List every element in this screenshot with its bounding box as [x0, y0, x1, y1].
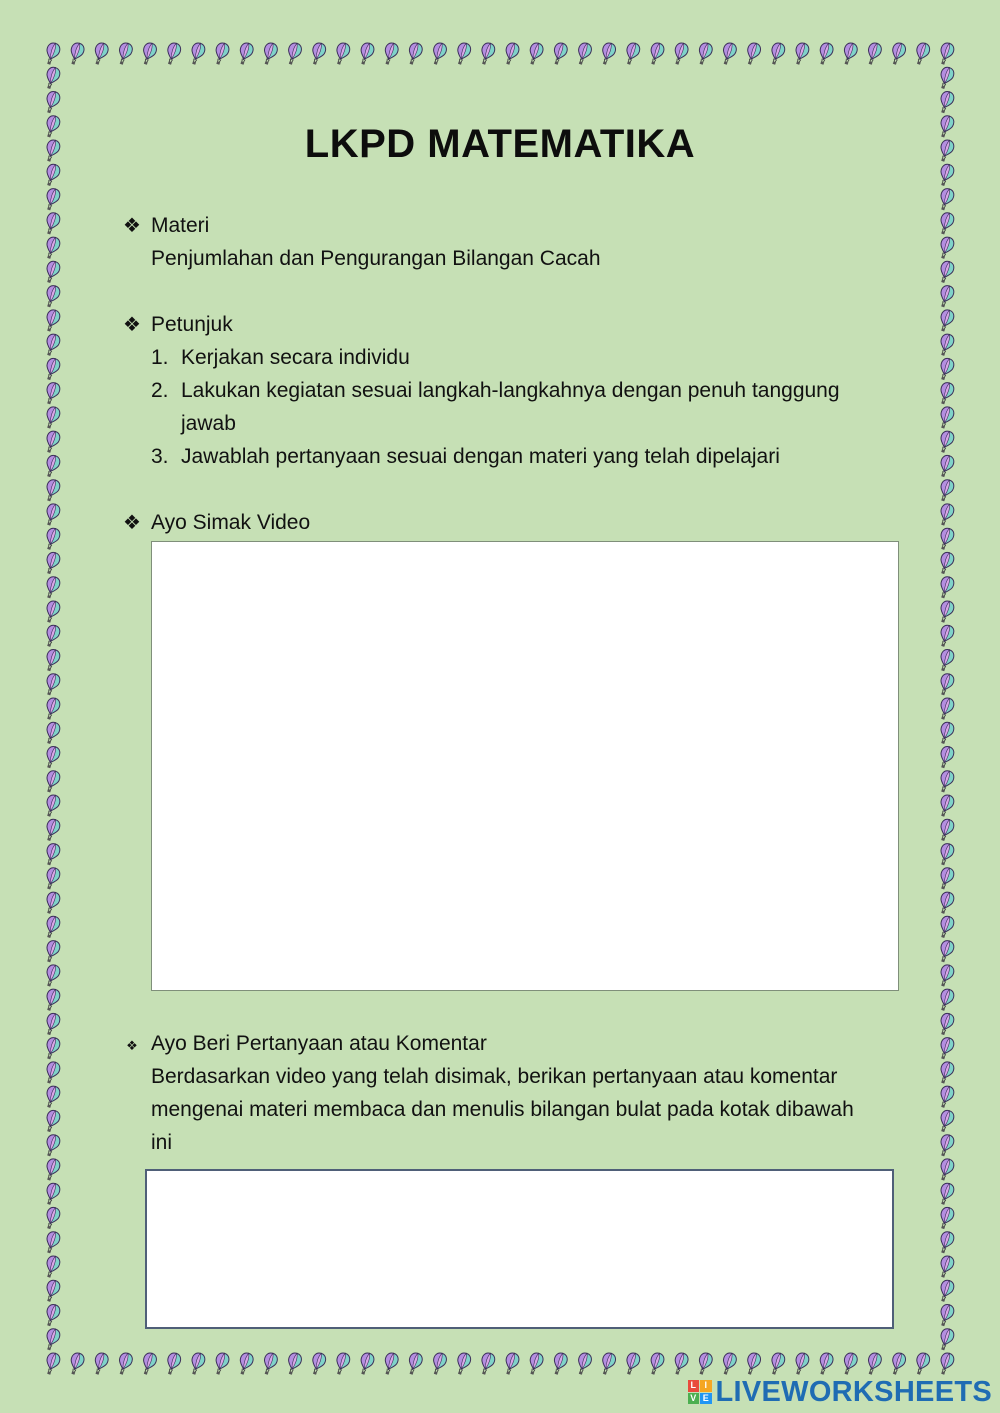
comment-answer-input[interactable] [145, 1169, 894, 1329]
hot-air-balloon-icon [260, 1351, 279, 1376]
liveworksheets-logo-icon: L I V E [688, 1380, 712, 1404]
hot-air-balloon-icon [937, 624, 956, 649]
hot-air-balloon-icon [164, 1351, 183, 1376]
hot-air-balloon-icon [937, 187, 956, 212]
hot-air-balloon-icon [937, 793, 956, 818]
hot-air-balloon-icon [43, 284, 62, 309]
hot-air-balloon-icon [43, 842, 62, 867]
hot-air-balloon-icon [43, 260, 62, 285]
hot-air-balloon-icon [43, 381, 62, 406]
list-item-text: Lakukan kegiatan sesuai langkah-langkahnya dengan penuh tanggung [181, 379, 840, 402]
hot-air-balloon-icon [43, 1060, 62, 1085]
hot-air-balloon-icon [43, 1036, 62, 1061]
section-heading-materi: Materi [151, 214, 210, 237]
hot-air-balloon-icon [937, 769, 956, 794]
hot-air-balloon-icon [43, 405, 62, 430]
hot-air-balloon-icon [309, 41, 328, 66]
hot-air-balloon-icon [937, 454, 956, 479]
hot-air-balloon-icon [671, 1351, 690, 1376]
hot-air-balloon-icon [743, 41, 762, 66]
hot-air-balloon-icon [937, 696, 956, 721]
hot-air-balloon-icon [43, 66, 62, 91]
hot-air-balloon-icon [719, 41, 738, 66]
hot-air-balloon-icon [937, 1060, 956, 1085]
hot-air-balloon-icon [937, 260, 956, 285]
hot-air-balloon-icon [937, 1351, 956, 1376]
hot-air-balloon-icon [91, 41, 110, 66]
hot-air-balloon-icon [598, 1351, 617, 1376]
hot-air-balloon-icon [43, 696, 62, 721]
instruction-line: Berdasarkan video yang telah disimak, berikan pertanyaan atau komentar [151, 1065, 838, 1088]
hot-air-balloon-icon [43, 939, 62, 964]
hot-air-balloon-icon [43, 1206, 62, 1231]
hot-air-balloon-icon [937, 818, 956, 843]
hot-air-balloon-icon [816, 41, 835, 66]
list-item-text: Jawablah pertanyaan sesuai dengan materi yang telah dipelajari [181, 445, 780, 468]
hot-air-balloon-icon [937, 1157, 956, 1182]
hot-air-balloon-icon [43, 236, 62, 261]
hot-air-balloon-icon [937, 357, 956, 382]
hot-air-balloon-icon [937, 599, 956, 624]
hot-air-balloon-icon [574, 41, 593, 66]
hot-air-balloon-icon [623, 41, 642, 66]
hot-air-balloon-icon [381, 41, 400, 66]
hot-air-balloon-icon [333, 1351, 352, 1376]
hot-air-balloon-icon [937, 1036, 956, 1061]
instruction-line: ini [151, 1131, 173, 1154]
hot-air-balloon-icon [139, 1351, 158, 1376]
hot-air-balloon-icon [284, 41, 303, 66]
hot-air-balloon-icon [43, 1085, 62, 1110]
hot-air-balloon-icon [937, 963, 956, 988]
hot-air-balloon-icon [864, 1351, 883, 1376]
hot-air-balloon-icon [188, 41, 207, 66]
hot-air-balloon-icon [43, 211, 62, 236]
hot-air-balloon-icon [695, 1351, 714, 1376]
hot-air-balloon-icon [937, 430, 956, 455]
hot-air-balloon-icon [43, 430, 62, 455]
hot-air-balloon-icon [236, 41, 255, 66]
list-item-number: 2. [151, 379, 169, 402]
hot-air-balloon-icon [43, 90, 62, 115]
instruction-line: mengenai materi membaca dan menulis bilangan bulat pada kotak dibawah [151, 1098, 854, 1121]
section-heading-komentar: Ayo Beri Pertanyaan atau Komentar [151, 1032, 487, 1055]
hot-air-balloon-icon [454, 41, 473, 66]
hot-air-balloon-icon [937, 1230, 956, 1255]
hot-air-balloon-icon [840, 1351, 859, 1376]
hot-air-balloon-icon [91, 1351, 110, 1376]
hot-air-balloon-icon [405, 1351, 424, 1376]
hot-air-balloon-icon [309, 1351, 328, 1376]
hot-air-balloon-icon [43, 648, 62, 673]
section-heading-video: Ayo Simak Video [151, 511, 311, 534]
hot-air-balloon-icon [43, 745, 62, 770]
hot-air-balloon-icon [937, 745, 956, 770]
hot-air-balloon-icon [768, 1351, 787, 1376]
hot-air-balloon-icon [43, 1182, 62, 1207]
liveworksheets-watermark [688, 1375, 993, 1409]
hot-air-balloon-icon [937, 527, 956, 552]
hot-air-balloon-icon [743, 1351, 762, 1376]
hot-air-balloon-icon [937, 90, 956, 115]
hot-air-balloon-icon [43, 502, 62, 527]
hot-air-balloon-icon [937, 1109, 956, 1134]
hot-air-balloon-icon [43, 478, 62, 503]
hot-air-balloon-icon [43, 599, 62, 624]
hot-air-balloon-icon [43, 891, 62, 916]
diamond-bullet-icon: ❖ [123, 215, 141, 237]
hot-air-balloon-icon [550, 41, 569, 66]
hot-air-balloon-icon [43, 1109, 62, 1134]
hot-air-balloon-icon [43, 1012, 62, 1037]
hot-air-balloon-icon [43, 308, 62, 333]
hot-air-balloon-icon [937, 284, 956, 309]
hot-air-balloon-icon [429, 1351, 448, 1376]
hot-air-balloon-icon [43, 915, 62, 940]
hot-air-balloon-icon [937, 478, 956, 503]
hot-air-balloon-icon [333, 41, 352, 66]
hot-air-balloon-icon [43, 672, 62, 697]
hot-air-balloon-icon [43, 721, 62, 746]
hot-air-balloon-icon [937, 1133, 956, 1158]
hot-air-balloon-icon [43, 1254, 62, 1279]
brand-name: LIVEWORKSHEETS [715, 1375, 992, 1408]
hot-air-balloon-icon [937, 866, 956, 891]
hot-air-balloon-icon [768, 41, 787, 66]
hot-air-balloon-icon [937, 1012, 956, 1037]
hot-air-balloon-icon [937, 1085, 956, 1110]
hot-air-balloon-icon [550, 1351, 569, 1376]
hot-air-balloon-icon [598, 41, 617, 66]
hot-air-balloon-icon [937, 672, 956, 697]
hot-air-balloon-icon [864, 41, 883, 66]
hot-air-balloon-icon [502, 41, 521, 66]
page-title: LKPD MATEMATIKA [304, 122, 696, 166]
hot-air-balloon-icon [937, 236, 956, 261]
hot-air-balloon-icon [574, 1351, 593, 1376]
hot-air-balloon-icon [43, 1279, 62, 1304]
hot-air-balloon-icon [526, 1351, 545, 1376]
hot-air-balloon-icon [478, 1351, 497, 1376]
diamond-bullet-icon: ❖ [123, 512, 141, 534]
hot-air-balloon-icon [816, 1351, 835, 1376]
list-item-number: 1. [151, 346, 169, 369]
hot-air-balloon-icon [43, 988, 62, 1013]
hot-air-balloon-icon [937, 939, 956, 964]
hot-air-balloon-icon [913, 41, 932, 66]
hot-air-balloon-icon [647, 1351, 666, 1376]
diamond-bullet-icon: ❖ [123, 314, 141, 336]
video-frame[interactable] [151, 541, 899, 991]
hot-air-balloon-icon [43, 866, 62, 891]
hot-air-balloon-icon [937, 988, 956, 1013]
hot-air-balloon-icon [937, 1327, 956, 1352]
hot-air-balloon-icon [43, 1230, 62, 1255]
hot-air-balloon-icon [43, 1303, 62, 1328]
hot-air-balloon-icon [937, 308, 956, 333]
hot-air-balloon-icon [43, 187, 62, 212]
hot-air-balloon-icon [913, 1351, 932, 1376]
hot-air-balloon-icon [164, 41, 183, 66]
hot-air-balloon-icon [43, 1351, 62, 1376]
hot-air-balloon-icon [284, 1351, 303, 1376]
hot-air-balloon-icon [43, 769, 62, 794]
hot-air-balloon-icon [937, 575, 956, 600]
hot-air-balloon-icon [478, 41, 497, 66]
hot-air-balloon-icon [43, 963, 62, 988]
list-item-text: Kerjakan secara individu [181, 346, 410, 369]
hot-air-balloon-icon [43, 357, 62, 382]
hot-air-balloon-icon [937, 1182, 956, 1207]
hot-air-balloon-icon [937, 66, 956, 91]
hot-air-balloon-icon [43, 1327, 62, 1352]
hot-air-balloon-icon [236, 1351, 255, 1376]
hot-air-balloon-icon [43, 818, 62, 843]
hot-air-balloon-icon [719, 1351, 738, 1376]
hot-air-balloon-icon [937, 211, 956, 236]
hot-air-balloon-icon [937, 502, 956, 527]
hot-air-balloon-icon [937, 381, 956, 406]
hot-air-balloon-icon [212, 1351, 231, 1376]
hot-air-balloon-icon [695, 41, 714, 66]
hot-air-balloon-icon [260, 41, 279, 66]
hot-air-balloon-icon [937, 721, 956, 746]
hot-air-balloon-icon [357, 1351, 376, 1376]
hot-air-balloon-icon [502, 1351, 521, 1376]
hot-air-balloon-icon [937, 915, 956, 940]
hot-air-balloon-icon [526, 41, 545, 66]
hot-air-balloon-icon [937, 1206, 956, 1231]
hot-air-balloon-icon [43, 793, 62, 818]
section-heading-petunjuk: Petunjuk [151, 313, 233, 336]
hot-air-balloon-icon [937, 41, 956, 66]
hot-air-balloon-icon [405, 41, 424, 66]
hot-air-balloon-icon [43, 1157, 62, 1182]
hot-air-balloon-icon [381, 1351, 400, 1376]
hot-air-balloon-icon [937, 648, 956, 673]
hot-air-balloon-icon [429, 41, 448, 66]
hot-air-balloon-icon [937, 1279, 956, 1304]
hot-air-balloon-icon [67, 41, 86, 66]
materi-content: Penjumlahan dan Pengurangan Bilangan Cacah [151, 247, 601, 270]
hot-air-balloon-icon [43, 454, 62, 479]
hot-air-balloon-icon [937, 1254, 956, 1279]
hot-air-balloon-icon [67, 1351, 86, 1376]
hot-air-balloon-icon [623, 1351, 642, 1376]
hot-air-balloon-icon [188, 1351, 207, 1376]
hot-air-balloon-icon [43, 575, 62, 600]
hot-air-balloon-icon [888, 1351, 907, 1376]
hot-air-balloon-icon [937, 333, 956, 358]
hot-air-balloon-icon [43, 333, 62, 358]
list-item-text-continued: jawab [181, 412, 236, 435]
hot-air-balloon-icon [647, 41, 666, 66]
hot-air-balloon-icon [115, 1351, 134, 1376]
hot-air-balloon-icon [43, 41, 62, 66]
diamond-bullet-icon: ❖ [126, 1038, 138, 1053]
hot-air-balloon-icon [840, 41, 859, 66]
hot-air-balloon-icon [937, 405, 956, 430]
hot-air-balloon-icon [43, 624, 62, 649]
hot-air-balloon-icon [115, 41, 134, 66]
hot-air-balloon-icon [139, 41, 158, 66]
hot-air-balloon-icon [792, 41, 811, 66]
list-item-number: 3. [151, 445, 169, 468]
hot-air-balloon-icon [43, 527, 62, 552]
hot-air-balloon-icon [937, 842, 956, 867]
hot-air-balloon-icon [937, 891, 956, 916]
hot-air-balloon-icon [888, 41, 907, 66]
hot-air-balloon-icon [43, 551, 62, 576]
hot-air-balloon-icon [937, 551, 956, 576]
hot-air-balloon-icon [937, 1303, 956, 1328]
hot-air-balloon-icon [792, 1351, 811, 1376]
hot-air-balloon-icon [43, 1133, 62, 1158]
hot-air-balloon-icon [454, 1351, 473, 1376]
hot-air-balloon-icon [212, 41, 231, 66]
hot-air-balloon-icon [357, 41, 376, 66]
hot-air-balloon-icon [671, 41, 690, 66]
